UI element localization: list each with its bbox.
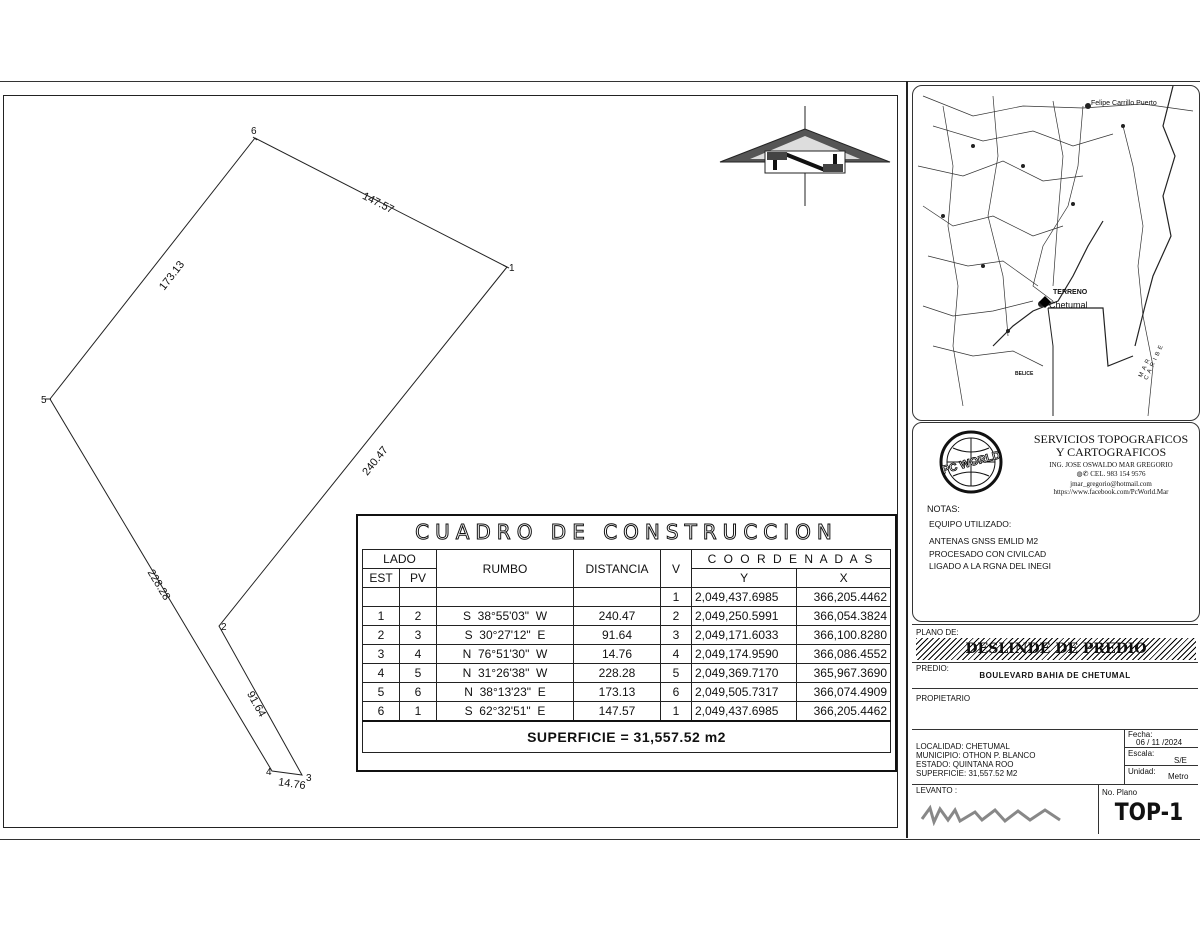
map-label-terreno: TERRENO bbox=[1053, 289, 1088, 296]
estado: ESTADO: QUINTANA ROO bbox=[916, 760, 1014, 769]
cell-est: 5 bbox=[363, 683, 400, 702]
unidad-value: Metro bbox=[1168, 772, 1189, 781]
table-row bbox=[363, 607, 891, 626]
note-4: LIGADO A LA RGNA DEL INEGI bbox=[929, 561, 1052, 571]
cell-rumbo: S 30°27'12" E bbox=[437, 626, 574, 645]
cell-y: 2,049,437.6985 bbox=[692, 588, 797, 607]
localidad: LOCALIDAD: CHETUMAL bbox=[916, 742, 1010, 751]
no-plano-value: TOP-1 bbox=[1114, 798, 1184, 826]
map-label-felipe: Felipe Carrillo Puerto bbox=[1091, 100, 1157, 107]
cell-est: 6 bbox=[363, 702, 400, 722]
map-label-chetumal: Chetumal bbox=[1049, 300, 1088, 310]
cell-v: 4 bbox=[661, 645, 692, 664]
edge-label-1-2: 240.47 bbox=[360, 444, 391, 478]
escala-value: S/E bbox=[1174, 756, 1187, 765]
whatsapp-icon: ◍ bbox=[1076, 470, 1083, 478]
header-distancia: DISTANCIA bbox=[574, 550, 661, 588]
note-2: ANTENAS GNSS EMLID M2 bbox=[929, 536, 1039, 546]
cell-distancia: 91.64 bbox=[574, 626, 661, 645]
phone-icon: ✆ bbox=[1082, 470, 1089, 478]
construction-table-box bbox=[356, 514, 897, 772]
vertex-label-3: 3 bbox=[306, 773, 312, 784]
vertex-label-6: 6 bbox=[251, 126, 257, 137]
table-row bbox=[363, 683, 891, 702]
table-row bbox=[363, 626, 891, 645]
cell-pv: 3 bbox=[400, 626, 437, 645]
phone-line bbox=[1023, 470, 1199, 479]
header-lado: LADO bbox=[363, 550, 437, 569]
company-title-2: Y CARTOGRAFICOS bbox=[1055, 445, 1167, 459]
unidad-label: Unidad: bbox=[1128, 767, 1156, 776]
cell-pv: 4 bbox=[400, 645, 437, 664]
edge-label-3-4: 14.76 bbox=[277, 776, 307, 793]
cell-y: 2,049,437.6985 bbox=[692, 702, 797, 722]
map-label-mar-caribe: MAR CARIBE bbox=[1138, 341, 1166, 382]
company-facebook: https://www.facebook.com/PcWorld.Mar bbox=[1053, 488, 1169, 496]
header-v: V bbox=[661, 550, 692, 588]
cell-distancia: 240.47 bbox=[574, 607, 661, 626]
cell-pv: 1 bbox=[400, 702, 437, 722]
cell-distancia: 228.28 bbox=[574, 664, 661, 683]
pc-world-logo-icon bbox=[931, 426, 1011, 496]
vertex-label-2: 2 bbox=[221, 622, 227, 633]
header-est: EST bbox=[363, 569, 400, 588]
location-map bbox=[912, 85, 1200, 421]
propietario-label: PROPIETARIO bbox=[916, 694, 971, 703]
superficie-cell bbox=[363, 721, 891, 753]
cell-rumbo: N 76°51'30" W bbox=[437, 645, 574, 664]
edge-label-2-3: 91.64 bbox=[244, 689, 268, 720]
cell-x: 366,100.8280 bbox=[797, 626, 891, 645]
cell-x: 366,086.4552 bbox=[797, 645, 891, 664]
title-block bbox=[912, 624, 1198, 834]
no-plano-label: No. Plano bbox=[1102, 788, 1138, 797]
vertex-label-5: 5 bbox=[41, 395, 47, 406]
cell-v: 1 bbox=[661, 702, 692, 722]
cell-pv: 6 bbox=[400, 683, 437, 702]
cell-x: 366,205.4462 bbox=[797, 588, 891, 607]
cell-x: 365,967.3690 bbox=[797, 664, 891, 683]
edge-label-6-1: 147.57 bbox=[360, 190, 396, 217]
cell-rumbo: N 38°13'23" E bbox=[437, 683, 574, 702]
cell-x: 366,205.4462 bbox=[797, 702, 891, 722]
signature-image bbox=[920, 804, 1070, 826]
predio-value: BOULEVARD BAHIA DE CHETUMAL bbox=[979, 671, 1131, 680]
vertex-label-1: 1 bbox=[509, 263, 515, 274]
cell-pv: 5 bbox=[400, 664, 437, 683]
table-row bbox=[363, 588, 891, 607]
cell-rumbo: N 31°26'38" W bbox=[437, 664, 574, 683]
cell-y: 2,049,369.7170 bbox=[692, 664, 797, 683]
superficie-label: SUPERFICIE: 31,557.52 M2 bbox=[916, 769, 1018, 778]
logo-text: PC WORLD bbox=[940, 449, 1002, 477]
north-arrow-icon bbox=[715, 104, 895, 208]
cell-v: 5 bbox=[661, 664, 692, 683]
cell-v: 6 bbox=[661, 683, 692, 702]
cell-pv: 2 bbox=[400, 607, 437, 626]
construction-table bbox=[362, 549, 891, 753]
plano-de-label: PLANO DE: bbox=[916, 628, 959, 637]
superficie-text: SUPERFICIE = 31,557.52 m2 bbox=[527, 729, 726, 745]
cell-y: 2,049,171.6033 bbox=[692, 626, 797, 645]
cell-est: 2 bbox=[363, 626, 400, 645]
cell-x: 366,074.4909 bbox=[797, 683, 891, 702]
company-title-1: SERVICIOS TOPOGRAFICOS bbox=[1033, 432, 1189, 446]
cell-rumbo: S 62°32'51" E bbox=[437, 702, 574, 722]
fecha-label: Fecha: bbox=[1128, 730, 1153, 739]
cell-y: 2,049,250.5991 bbox=[692, 607, 797, 626]
cell-y: 2,049,505.7317 bbox=[692, 683, 797, 702]
company-phone: CEL. 983 154 9576 bbox=[1090, 470, 1146, 478]
cell-distancia: 147.57 bbox=[574, 702, 661, 722]
map-drawing bbox=[913, 86, 1199, 420]
note-3: PROCESADO CON CIVILCAD bbox=[929, 549, 1047, 559]
table-row bbox=[363, 702, 891, 722]
predio-label: PREDIO: bbox=[916, 664, 949, 673]
vertex-label-4: 4 bbox=[266, 767, 272, 778]
escala-label: Escala: bbox=[1128, 749, 1155, 758]
company-email: jmar_gregorio@hotmail.com bbox=[1070, 480, 1152, 488]
cell-v: 2 bbox=[661, 607, 692, 626]
municipio: MUNICIPIO: OTHON P. BLANCO bbox=[916, 751, 1036, 760]
cell-distancia: 14.76 bbox=[574, 645, 661, 664]
company-engineer: ING. JOSE OSWALDO MAR GREGORIO bbox=[1049, 461, 1173, 469]
plano-de-title: DESLINDE DE PREDIO bbox=[965, 641, 1147, 657]
levanto-label: LEVANTO : bbox=[916, 786, 958, 795]
header-coordenadas: C O O R D E N A D A S bbox=[692, 550, 891, 569]
cell-est: 4 bbox=[363, 664, 400, 683]
cell-y: 2,049,174.9590 bbox=[692, 645, 797, 664]
company-box bbox=[912, 422, 1200, 622]
table-row bbox=[363, 645, 891, 664]
edge-label-5-6: 173.13 bbox=[156, 258, 188, 293]
header-rumbo: RUMBO bbox=[437, 550, 574, 588]
cell-v: 3 bbox=[661, 626, 692, 645]
table-row bbox=[363, 664, 891, 683]
cell-est: 1 bbox=[363, 607, 400, 626]
notes-label: NOTAS: bbox=[927, 504, 960, 514]
cell-est: 3 bbox=[363, 645, 400, 664]
header-pv: PV bbox=[400, 569, 437, 588]
header-x: X bbox=[797, 569, 891, 588]
cell-rumbo: S 38°55'03" W bbox=[437, 607, 574, 626]
fecha-value: 06 / 11 /2024 bbox=[1136, 738, 1183, 747]
cell-v: 1 bbox=[661, 588, 692, 607]
cell-x: 366,054.3824 bbox=[797, 607, 891, 626]
map-label-belice: BELICE bbox=[1015, 371, 1034, 377]
note-1: EQUIPO UTILIZADO: bbox=[929, 519, 1012, 529]
cell-distancia: 173.13 bbox=[574, 683, 661, 702]
edge-label-4-5: 228.28 bbox=[144, 567, 173, 603]
header-y: Y bbox=[692, 569, 797, 588]
table-title: CUADRO DE CONSTRUCCION bbox=[415, 520, 838, 544]
